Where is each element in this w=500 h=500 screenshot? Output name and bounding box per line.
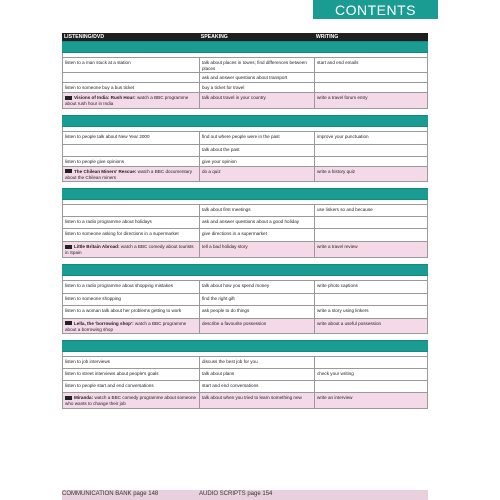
listening-text: listen to a radio programme about holidays xyxy=(65,219,152,225)
listening-text: watch a BBC programme about a borrowing shop xyxy=(65,320,187,332)
speaking-cell: describe a favourite possession xyxy=(199,319,314,333)
table-row xyxy=(62,306,428,319)
speaking-cell: tell a bad holiday story xyxy=(199,242,314,256)
listening-text: watch a BBC comedy about tourists in Spain xyxy=(65,244,194,256)
listening-cell xyxy=(62,132,199,144)
bbc-icon xyxy=(65,396,72,400)
communication-bank-link[interactable]: COMMUNICATION BANK page 148 xyxy=(62,491,159,497)
speaking-cell: talk about the past xyxy=(199,145,314,156)
listening-cell xyxy=(62,242,199,256)
writing-cell: use linkers so and because xyxy=(314,205,428,216)
footer xyxy=(62,490,428,500)
speaking-cell: ask people to do things xyxy=(199,306,314,318)
header-speaking: SPEAKING xyxy=(200,34,228,40)
video-row xyxy=(62,242,428,257)
listening-cell xyxy=(62,73,199,82)
writing-cell: write photo captions xyxy=(314,281,428,293)
programme-title: Little Britain Abroad: xyxy=(74,244,120,250)
listening-cell xyxy=(62,306,199,318)
speaking-cell: discuss the best job for you xyxy=(199,357,314,368)
programme-title: The Chilean Miners' Rescue: xyxy=(74,168,137,174)
speaking-cell: buy a ticket for travel xyxy=(199,83,314,92)
bbc-icon xyxy=(65,96,72,100)
table-row xyxy=(62,73,428,83)
listening-cell xyxy=(62,294,199,305)
writing-cell xyxy=(314,217,428,228)
listening-cell xyxy=(62,167,199,181)
video-row xyxy=(62,393,428,409)
writing-cell xyxy=(314,381,428,392)
listening-text: listen to a radio programme about shopping mistakes xyxy=(65,282,174,288)
speaking-cell: do a quiz xyxy=(199,167,314,181)
table-row xyxy=(62,132,428,145)
listening-cell xyxy=(62,58,199,72)
listening-cell xyxy=(62,229,199,241)
bbc-icon xyxy=(65,321,72,325)
listening-cell xyxy=(62,83,199,92)
writing-cell: improve your punctuation xyxy=(314,132,428,144)
writing-cell: write a travel review xyxy=(314,242,428,256)
listening-text: listen to job interviews xyxy=(65,359,110,365)
programme-title: Lella, the 'borrowing shop': xyxy=(74,320,134,326)
unit-band xyxy=(62,264,428,276)
programme-title: Miranda: xyxy=(74,395,94,401)
listening-text: listen to people start and end conversations xyxy=(65,383,154,389)
table-row xyxy=(62,83,428,93)
table-row xyxy=(62,229,428,242)
writing-cell: write an interview xyxy=(314,393,428,408)
speaking-cell: give your opinion xyxy=(199,157,314,166)
table-row xyxy=(62,381,428,393)
listening-text: listen to people give opinions xyxy=(65,158,124,164)
writing-cell xyxy=(314,83,428,92)
video-row xyxy=(62,167,428,182)
speaking-cell: talk about plans xyxy=(199,369,314,380)
writing-cell xyxy=(314,229,428,241)
speaking-cell: start and end conversations xyxy=(199,381,314,392)
table-row xyxy=(62,205,428,217)
listening-text: watch a BBC documentary about the Chilean miners xyxy=(65,168,193,180)
writing-cell xyxy=(314,357,428,368)
writing-cell: write a story using linkers xyxy=(314,306,428,318)
speaking-cell: give directions in a supermarket xyxy=(199,229,314,241)
writing-cell: check your writing xyxy=(314,369,428,380)
listening-text: listen to someone asking for directions in a supermarket xyxy=(65,231,179,237)
listening-cell xyxy=(62,357,199,368)
table-row xyxy=(62,281,428,294)
unit-band xyxy=(62,340,428,352)
listening-text: listen to street interviews about people's goals xyxy=(65,371,159,377)
listening-cell xyxy=(62,319,199,333)
speaking-cell: talk about travel in your country xyxy=(199,93,314,107)
video-row xyxy=(62,319,428,334)
programme-title: Visions of India: Rush Hour: xyxy=(74,95,136,101)
table-row xyxy=(62,357,428,369)
speaking-cell: find out where people were in the past xyxy=(199,132,314,144)
listening-text: watch a BBC comedy programme about someone who wants to change their job xyxy=(65,395,197,407)
speaking-cell: talk about how you spend money xyxy=(199,281,314,293)
listening-cell xyxy=(62,217,199,228)
audio-scripts-link[interactable]: AUDIO SCRIPTS page 154 xyxy=(199,491,273,497)
listening-cell xyxy=(62,205,199,216)
table-row xyxy=(62,369,428,381)
listening-cell xyxy=(62,281,199,293)
table-row xyxy=(62,294,428,306)
speaking-cell: find the right gift xyxy=(199,294,314,305)
writing-cell xyxy=(314,145,428,156)
header-listening: LISTENING/DVD xyxy=(64,34,105,40)
bbc-icon xyxy=(65,169,72,173)
writing-cell: write about a useful possession xyxy=(314,319,428,333)
writing-cell xyxy=(314,294,428,305)
listening-cell xyxy=(62,93,199,107)
listening-text: listen to people talk about New Year 2000 xyxy=(65,133,150,139)
writing-cell xyxy=(314,73,428,82)
writing-cell: write a history quiz xyxy=(314,167,428,181)
speaking-cell: talk about places in towns; find differences between places xyxy=(199,58,314,72)
table-row xyxy=(62,217,428,229)
table-row xyxy=(62,58,428,73)
listening-cell xyxy=(62,381,199,392)
contents-banner: CONTENTS xyxy=(313,0,438,19)
listening-text: watch a BBC programme about rush hour in India xyxy=(65,95,189,107)
table-header xyxy=(62,33,428,41)
listening-text: listen to someone shopping xyxy=(65,295,121,301)
bbc-icon xyxy=(65,245,72,249)
unit-band xyxy=(62,188,428,200)
writing-cell: write a travel forum entry xyxy=(314,93,428,107)
table-row xyxy=(62,145,428,157)
listening-text: listen to a man stuck at a station xyxy=(65,60,131,65)
listening-cell xyxy=(62,145,199,156)
speaking-cell: talk about when you tried to learn something new xyxy=(199,393,314,408)
table-row xyxy=(62,157,428,167)
listening-cell xyxy=(62,369,199,380)
video-row xyxy=(62,93,428,108)
header-writing: WRITING xyxy=(315,34,339,40)
listening-text: listen to someone buy a bus ticket xyxy=(65,85,135,91)
writing-cell: start and end emails xyxy=(314,58,428,72)
speaking-cell: ask and answer questions about a good holiday xyxy=(199,217,314,228)
listening-text: listen to a woman talk about her problems getting to work xyxy=(65,307,182,313)
unit-band xyxy=(62,41,428,53)
contents-table xyxy=(62,33,428,409)
listening-cell xyxy=(62,393,199,408)
listening-cell xyxy=(62,157,199,166)
writing-cell xyxy=(314,157,428,166)
speaking-cell: talk about first meetings xyxy=(199,205,314,216)
unit-band xyxy=(62,115,428,127)
speaking-cell: ask and answer questions about transport xyxy=(199,73,314,82)
